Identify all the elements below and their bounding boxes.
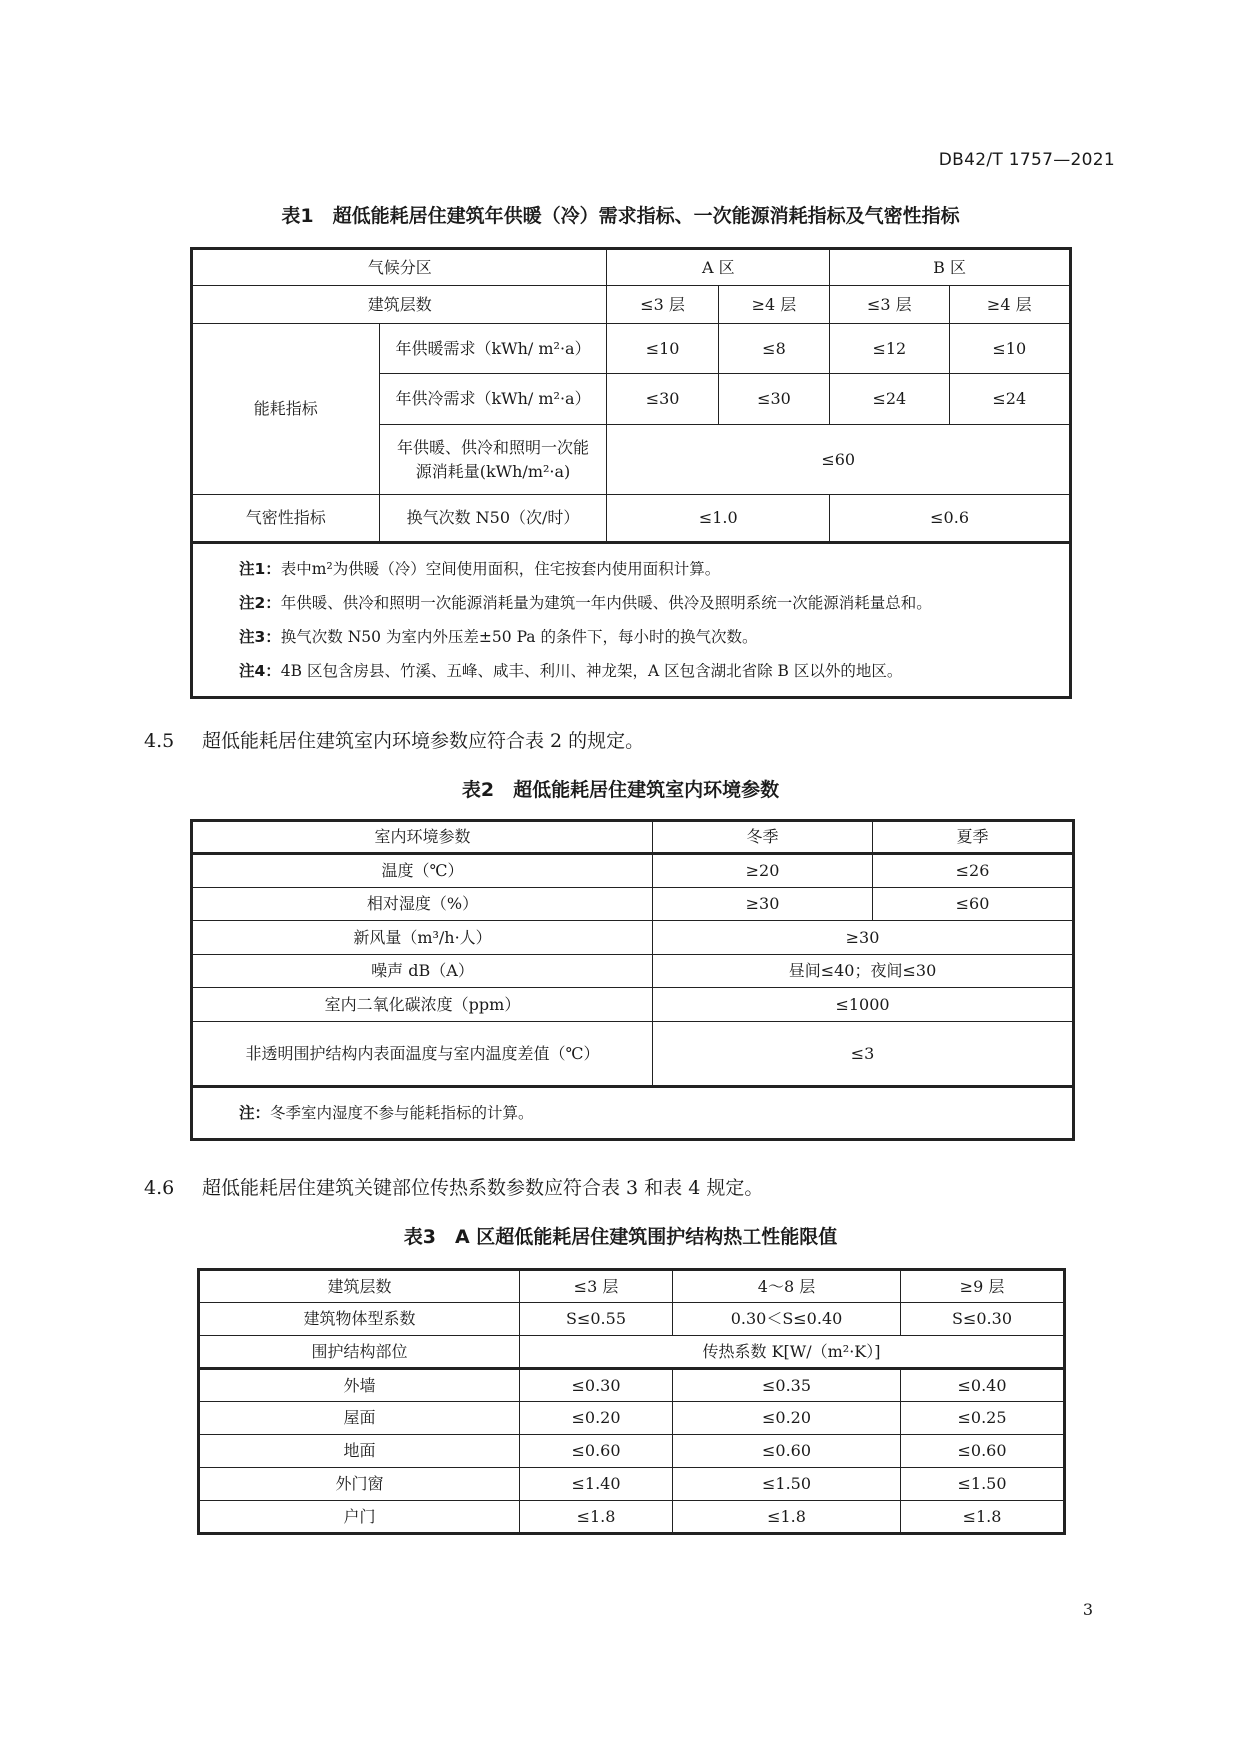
t2-value: ≤3: [653, 1022, 1074, 1087]
t2-header: 冬季: [653, 821, 873, 854]
table1: [190, 247, 1072, 699]
t3-value: ≤1.50: [901, 1468, 1065, 1501]
t2-param: 温度（℃）: [192, 854, 653, 888]
t3-part: 外门窗: [199, 1468, 520, 1501]
t1-airtight-label: 气密性指标: [192, 495, 380, 543]
t1-note: [239, 586, 1057, 620]
table3: [197, 1268, 1066, 1535]
t3-value: ≤0.60: [673, 1435, 901, 1468]
t2-value: ≤1000: [653, 988, 1074, 1022]
note-tag: 注4：: [239, 662, 281, 680]
t1-energy-label: 能耗指标: [192, 324, 380, 495]
t3-part: 地面: [199, 1435, 520, 1468]
t3-value: ≤0.40: [901, 1369, 1065, 1402]
clause-number: 4.5: [144, 730, 175, 752]
t1-zone-a: A 区: [607, 249, 830, 286]
t3-k-label: 传热系数 K[W/（m²·K）]: [520, 1336, 1065, 1369]
t2-param: 相对湿度（%）: [192, 888, 653, 921]
t1-floor-cell: ≥4 层: [949, 286, 1070, 324]
note-tag: 注1：: [239, 560, 281, 578]
t3-part-label: 围护结构部位: [199, 1336, 520, 1369]
t3-value: ≤0.30: [520, 1369, 673, 1402]
t3-shape-cell: S≤0.55: [520, 1303, 673, 1336]
t1-value-cell: ≤10: [607, 324, 718, 374]
t3-part: 屋面: [199, 1402, 520, 1435]
clause-4-5: [144, 726, 644, 753]
table1-caption: 表1 超低能耗居住建筑年供暖（冷）需求指标、一次能源消耗指标及气密性指标: [281, 205, 960, 227]
t3-floor-cell: 4～8 层: [673, 1270, 901, 1303]
t1-value-cell: ≤30: [718, 374, 829, 425]
t1-primary-label-line: 年供暖、供冷和照明一次能: [397, 438, 590, 458]
t1-header-zone: 气候分区: [192, 249, 607, 286]
t3-value: ≤0.60: [520, 1435, 673, 1468]
t3-value: ≤1.8: [520, 1501, 673, 1534]
page-number: 3: [1082, 1600, 1093, 1619]
t2-value: 昼间≤40；夜间≤30: [653, 955, 1074, 988]
t1-zone-b: B 区: [830, 249, 1071, 286]
t1-floor-cell: ≤3 层: [830, 286, 949, 324]
t1-value-cell: ≤30: [607, 374, 718, 425]
t2-param: 室内二氧化碳浓度（ppm）: [192, 988, 653, 1022]
t2-note: [192, 1087, 1074, 1140]
t1-primary-label: [379, 425, 607, 495]
t1-ach-b: ≤0.6: [830, 495, 1071, 543]
t1-primary-label-line: 源消耗量(kWh/m²·a): [415, 461, 571, 481]
t1-cooling-label: 年供冷需求（kWh/ m²·a）: [379, 374, 607, 425]
t1-heating-label: 年供暖需求（kWh/ m²·a）: [379, 324, 607, 374]
t2-value: ≥30: [653, 921, 1074, 955]
t3-value: ≤1.40: [520, 1468, 673, 1501]
t2-param: 新风量（m³/h·人）: [192, 921, 653, 955]
t2-summer: ≤26: [873, 854, 1074, 888]
t2-winter: ≥30: [653, 888, 873, 921]
t3-value: ≤1.8: [673, 1501, 901, 1534]
note-text: 冬季室内湿度不参与能耗指标的计算。: [270, 1104, 534, 1122]
clause-text: 超低能耗居住建筑关键部位传热系数参数应符合表 3 和表 4 规定。: [202, 1177, 764, 1199]
t1-primary-value: ≤60: [607, 425, 1071, 495]
t3-value: ≤1.8: [901, 1501, 1065, 1534]
t3-value: ≤0.25: [901, 1402, 1065, 1435]
t1-value-cell: ≤24: [949, 374, 1070, 425]
t1-ach-label: 换气次数 N50（次/时）: [379, 495, 607, 543]
note-tag: 注：: [239, 1104, 271, 1122]
t3-shape-label: 建筑物体型系数: [199, 1303, 520, 1336]
t3-value: ≤0.20: [673, 1402, 901, 1435]
t3-value: ≤1.50: [673, 1468, 901, 1501]
t2-header: 室内环境参数: [192, 821, 653, 854]
table2-caption: 表2 超低能耗居住建筑室内环境参数: [461, 779, 780, 801]
table2: [190, 819, 1075, 1141]
t2-summer: ≤60: [873, 888, 1074, 921]
t2-param: 非透明围护结构内表面温度与室内温度差值（℃）: [192, 1022, 653, 1087]
t3-floors-label: 建筑层数: [199, 1270, 520, 1303]
t3-value: ≤0.35: [673, 1369, 901, 1402]
t1-value-cell: ≤8: [718, 324, 829, 374]
note-tag: 注2：: [239, 594, 281, 612]
clause-number: 4.6: [144, 1177, 175, 1199]
table3-caption: 表3 A 区超低能耗居住建筑围护结构热工性能限值: [403, 1226, 838, 1248]
t3-floor-cell: ≤3 层: [520, 1270, 673, 1303]
note-text: 4B 区包含房县、竹溪、五峰、咸丰、利川、神龙架，A 区包含湖北省除 B 区以外的地区。: [280, 662, 903, 680]
t1-floor-cell: ≤3 层: [607, 286, 718, 324]
clause-text: 超低能耗居住建筑室内环境参数应符合表 2 的规定。: [202, 730, 645, 752]
t3-value: ≤0.60: [901, 1435, 1065, 1468]
t1-note: [239, 620, 1057, 654]
t1-note: [239, 552, 1057, 586]
t3-part: 外墙: [199, 1369, 520, 1402]
t1-header-floors: 建筑层数: [192, 286, 607, 324]
t1-note: [239, 654, 1057, 688]
t2-param: 噪声 dB（A）: [192, 955, 653, 988]
t1-value-cell: ≤24: [830, 374, 949, 425]
t3-part: 户门: [199, 1501, 520, 1534]
clause-4-6: [144, 1173, 763, 1200]
note-tag: 注3：: [239, 628, 281, 646]
t1-value-cell: ≤12: [830, 324, 949, 374]
t1-notes: [192, 543, 1071, 698]
t1-floor-cell: ≥4 层: [718, 286, 829, 324]
document-code: DB42/T 1757—2021: [938, 150, 1115, 170]
note-text: 年供暖、供冷和照明一次能源消耗量为建筑一年内供暖、供冷及照明系统一次能源消耗量总和。: [280, 594, 932, 612]
t1-value-cell: ≤10: [949, 324, 1070, 374]
t3-value: ≤0.20: [520, 1402, 673, 1435]
t2-header: 夏季: [873, 821, 1074, 854]
t1-ach-a: ≤1.0: [607, 495, 830, 543]
t3-shape-cell: 0.30＜S≤0.40: [673, 1303, 901, 1336]
t3-shape-cell: S≤0.30: [901, 1303, 1065, 1336]
t2-winter: ≥20: [653, 854, 873, 888]
note-text: 换气次数 N50 为室内外压差±50 Pa 的条件下，每小时的换气次数。: [280, 628, 758, 646]
note-text: 表中m²为供暖（冷）空间使用面积，住宅按套内使用面积计算。: [280, 560, 721, 578]
t3-floor-cell: ≥9 层: [901, 1270, 1065, 1303]
